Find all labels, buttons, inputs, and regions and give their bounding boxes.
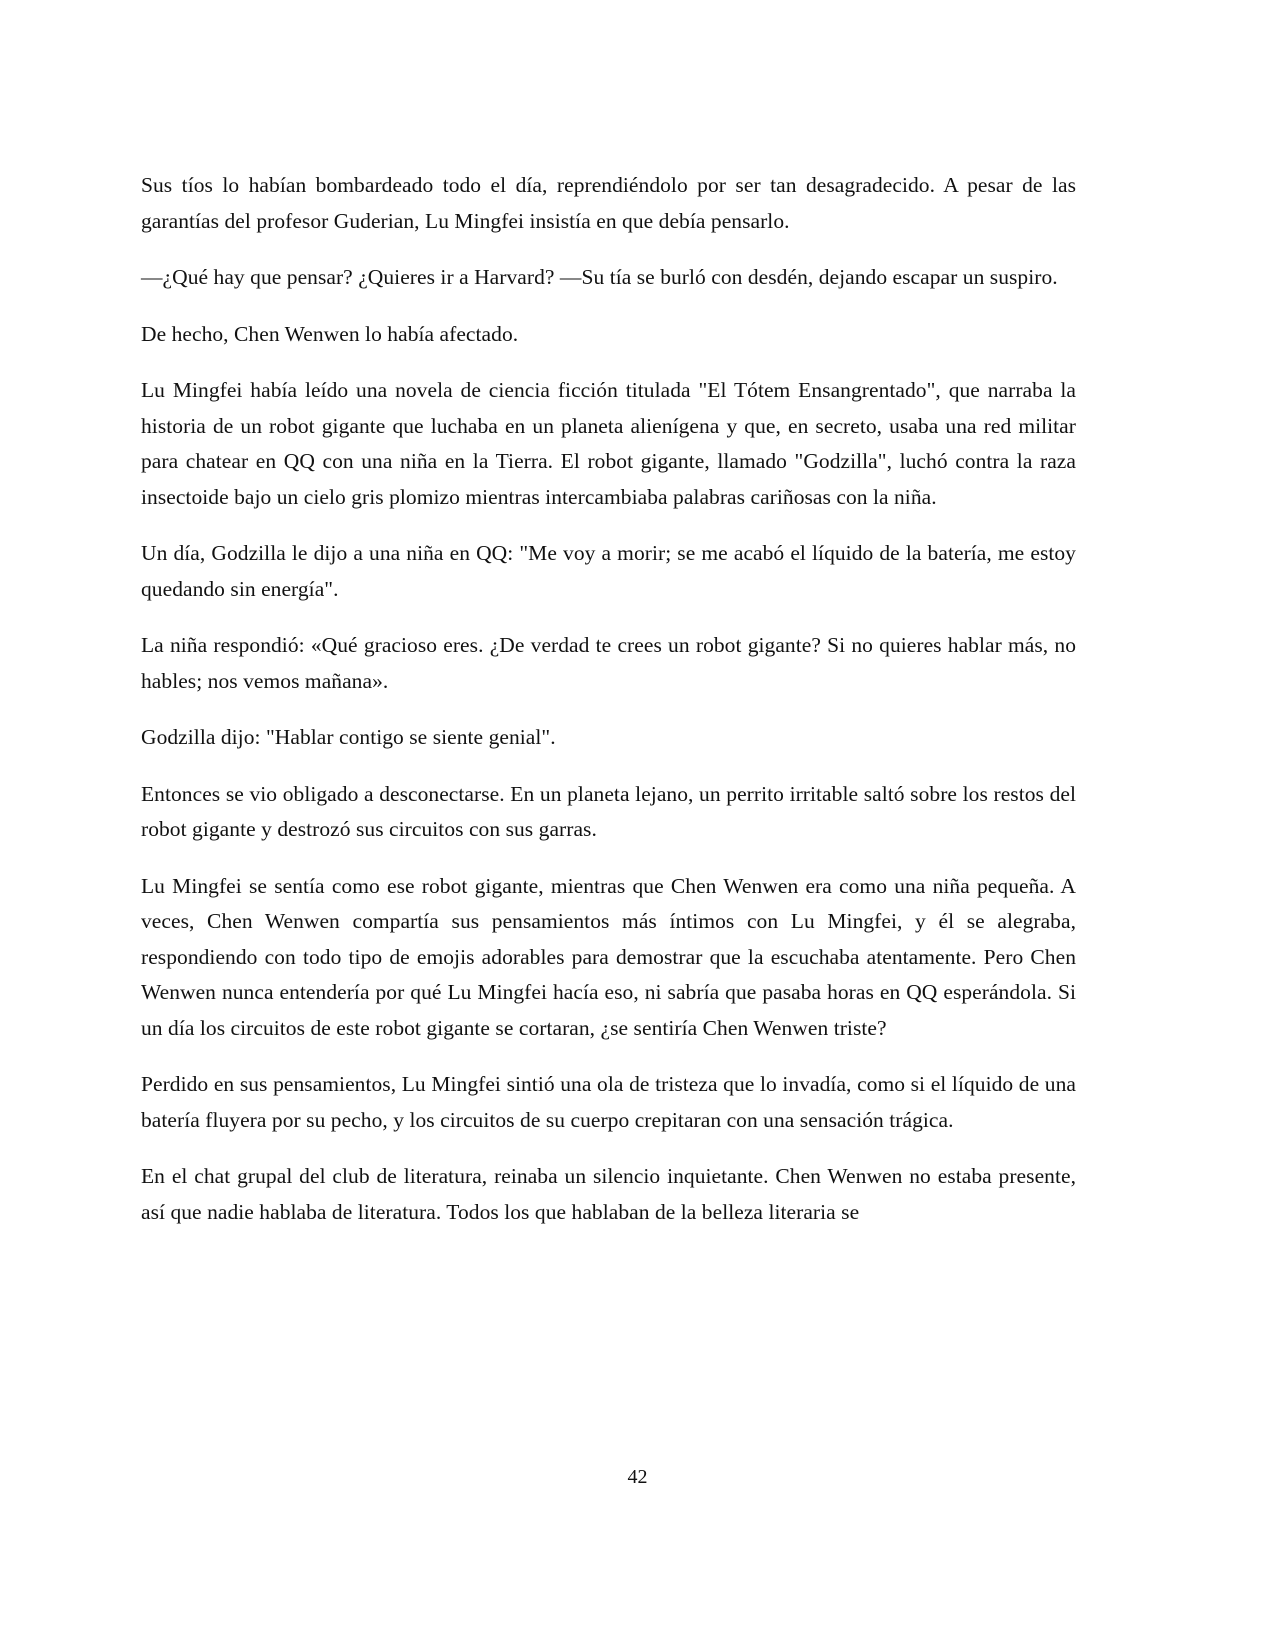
paragraph: Godzilla dijo: "Hablar contigo se siente genial". bbox=[141, 725, 556, 749]
paragraph: De hecho, Chen Wenwen lo había afectado. bbox=[141, 321, 519, 346]
page-number: 42 bbox=[627, 1466, 648, 1488]
paragraph: Sus tíos lo habían bombardeado todo el día, reprendiéndolo por ser tan desagradecido. A pesar de las garantías del profesor Guderian, Lu Mingfei insistía en que debía pensarlo. bbox=[141, 173, 1076, 233]
paragraph: Un día, Godzilla le dijo a una niña en QQ: "Me voy a morir; se me acabó el líquido de la batería, me estoy quedando sin energía". bbox=[141, 541, 1076, 601]
paragraph: En el chat grupal del club de literatura, reinaba un silencio inquietante. Chen Wenwen no estaba presente, así que nadie hablaba de literatura. Todos los que hablaban de la belleza literaria se bbox=[141, 1164, 1076, 1224]
page-body-text bbox=[141, 168, 1076, 1230]
paragraph: Lu Mingfei había leído una novela de ciencia ficción titulada "El Tótem Ensangrentado", que narraba la historia de un robot gigante que luchaba en un planeta alienígena y que, en secreto, usaba una red militar para chatear en QQ con una niña en la Tierra. El robot gigante, llamado "Godzilla", luchó contra la raza insectoide bajo un cielo gris plomizo mientras intercambiaba palabras cariñosas con la niña. bbox=[141, 378, 1076, 509]
paragraph: Perdido en sus pensamientos, Lu Mingfei sintió una ola de tristeza que lo invadía, como si el líquido de una batería fluyera por su pecho, y los circuitos de su cuerpo crepitaran con una sensación trágica. bbox=[141, 1072, 1076, 1132]
paragraph: Entonces se vio obligado a desconectarse. En un planeta lejano, un perrito irritable saltó sobre los restos del robot gigante y destrozó sus circuitos con sus garras. bbox=[141, 781, 1076, 841]
paragraph: Lu Mingfei se sentía como ese robot gigante, mientras que Chen Wenwen era como una niña pequeña. A veces, Chen Wenwen compartía sus pensamientos más íntimos con Lu Mingfei, y él se alegraba, respondiendo con todo tipo de emojis adorables para demostrar que la escuchaba atentamente. Pero Chen Wenwen nunca entendería por qué Lu Mingfei hacía eso, ni sabría que pasaba horas en QQ esperándola. Si un día los circuitos de este robot gigante se cortaran, ¿se sentiría Chen Wenwen triste? bbox=[141, 873, 1076, 1040]
paragraph: La niña respondió: «Qué gracioso eres. ¿De verdad te crees un robot gigante? Si no quieres hablar más, no hables; nos vemos mañana». bbox=[141, 633, 1076, 693]
paragraph: —¿Qué hay que pensar? ¿Quieres ir a Harvard? —Su tía se burló con desdén, dejando escapar un suspiro. bbox=[141, 265, 1058, 289]
